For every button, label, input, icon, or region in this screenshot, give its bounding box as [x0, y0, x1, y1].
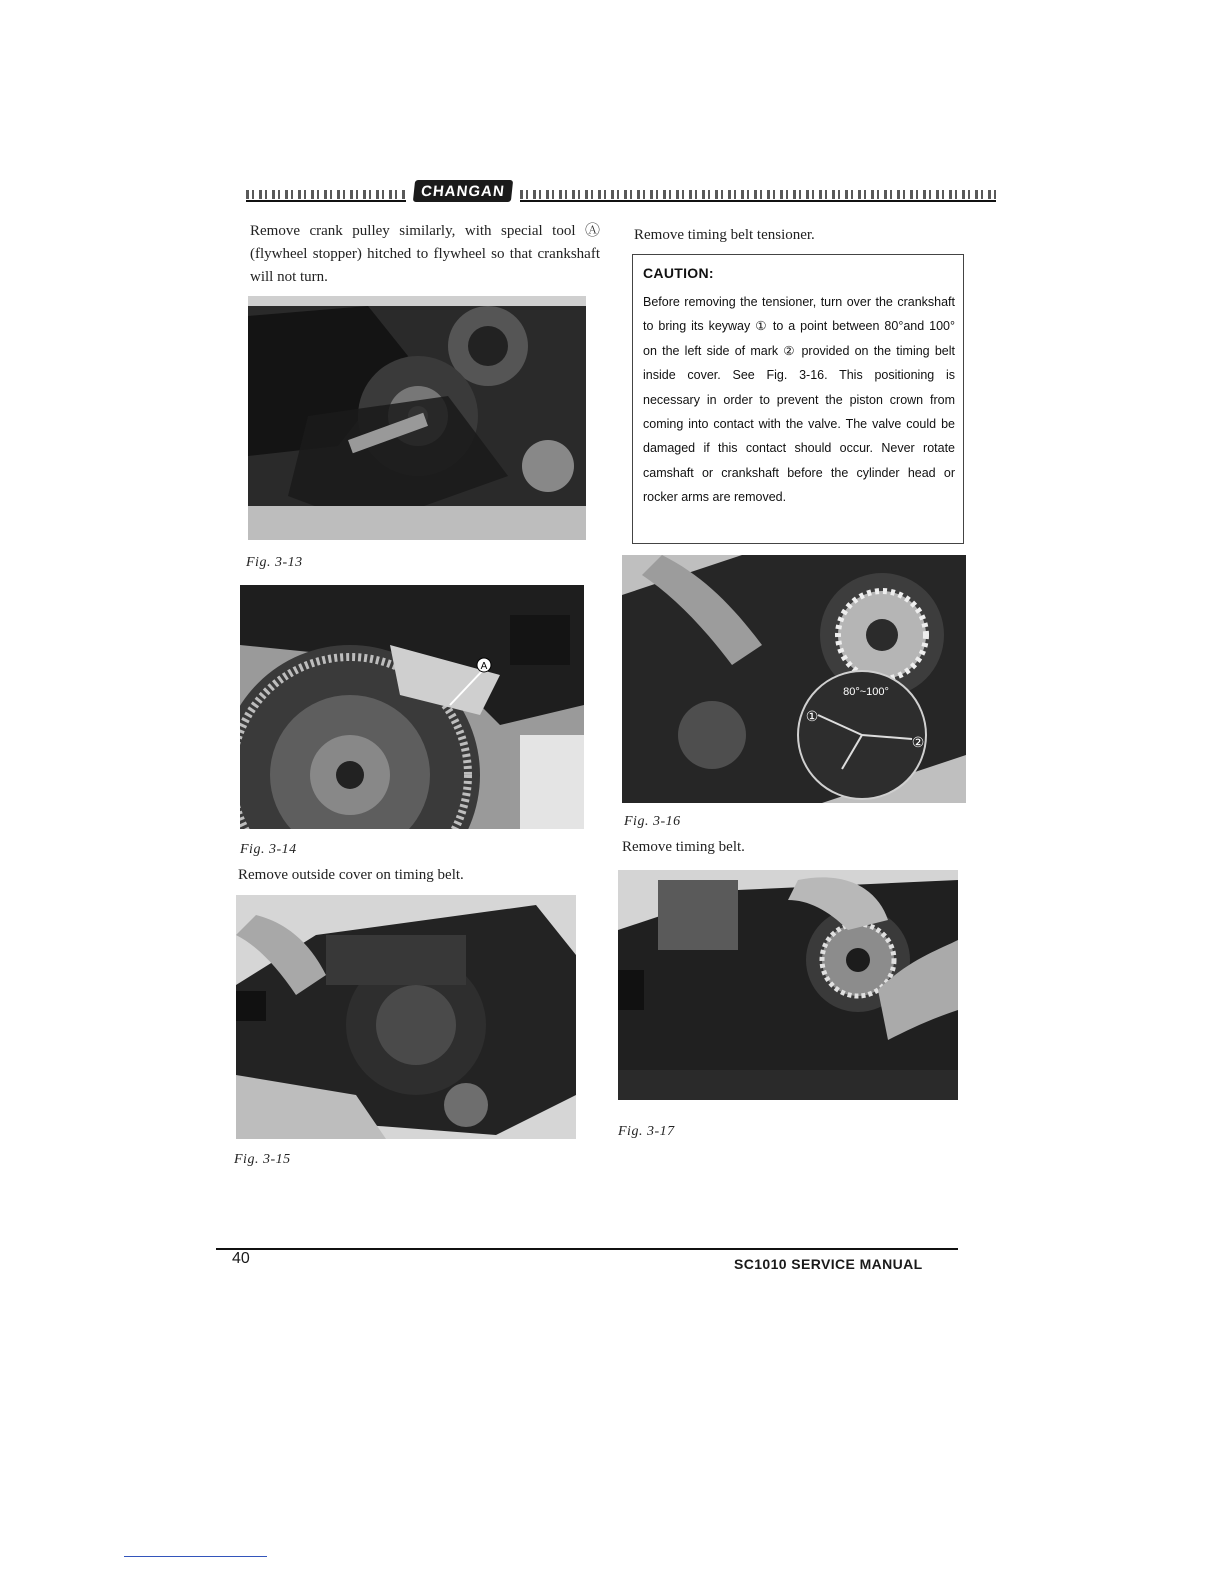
bottom-underline [124, 1556, 267, 1557]
caution-body: Before removing the tensioner, turn over the crankshaft to bring its keyway ① to a point between 80°and 100° on the left side of mark ② provided on the timing belt inside cover. See Fig. 3-16. This positioning is necessary in order to prevent the piston crown from coming into contact with the valve. The valve could be damaged if this contact should occur. Never rotate camshaft or crankshaft before the cylinder head or rocker arms are removed. [643, 295, 955, 505]
brand-logo: CHANGAN [413, 180, 513, 202]
header-rule-right [520, 200, 996, 202]
header-pattern-left [246, 190, 406, 199]
timing-belt-instruction: Remove timing belt. [622, 839, 745, 855]
fig-3-16-angle-label: 80°~100° [843, 686, 889, 698]
fig-3-17-caption: Fig. 3-17 [618, 1124, 675, 1139]
header-pattern-right [520, 190, 996, 199]
fig-3-15-caption: Fig. 3-15 [234, 1152, 291, 1167]
manual-title: SC1010 SERVICE MANUAL [734, 1256, 923, 1272]
page-number: 40 [232, 1250, 250, 1267]
caution-title: CAUTION: [643, 265, 714, 281]
crank-pulley-instruction: Remove crank pulley similarly, with special tool Ⓐ (flywheel stopper) hitched to flywheel so that crankshaft will not turn. [250, 223, 600, 285]
header-rule-left [246, 200, 406, 202]
fig-3-13-photo [248, 296, 586, 540]
fig-3-16-photo [622, 555, 966, 803]
fig-3-15-photo [236, 895, 576, 1139]
outside-cover-instruction: Remove outside cover on timing belt. [238, 867, 464, 883]
fig-3-17-photo [618, 870, 958, 1100]
caution-box [632, 254, 964, 544]
fig-3-14-caption: Fig. 3-14 [240, 842, 297, 857]
fig-3-16-caption: Fig. 3-16 [624, 814, 681, 829]
fig-3-14-label-a: A [480, 661, 488, 672]
tensioner-instruction: Remove timing belt tensioner. [634, 227, 815, 243]
fig-3-16-label-1: ① [805, 708, 819, 724]
fig-3-14-photo [240, 585, 584, 829]
fig-3-16-label-2: ② [911, 734, 925, 750]
fig-3-13-caption: Fig. 3-13 [246, 555, 303, 570]
footer-rule [216, 1248, 958, 1250]
